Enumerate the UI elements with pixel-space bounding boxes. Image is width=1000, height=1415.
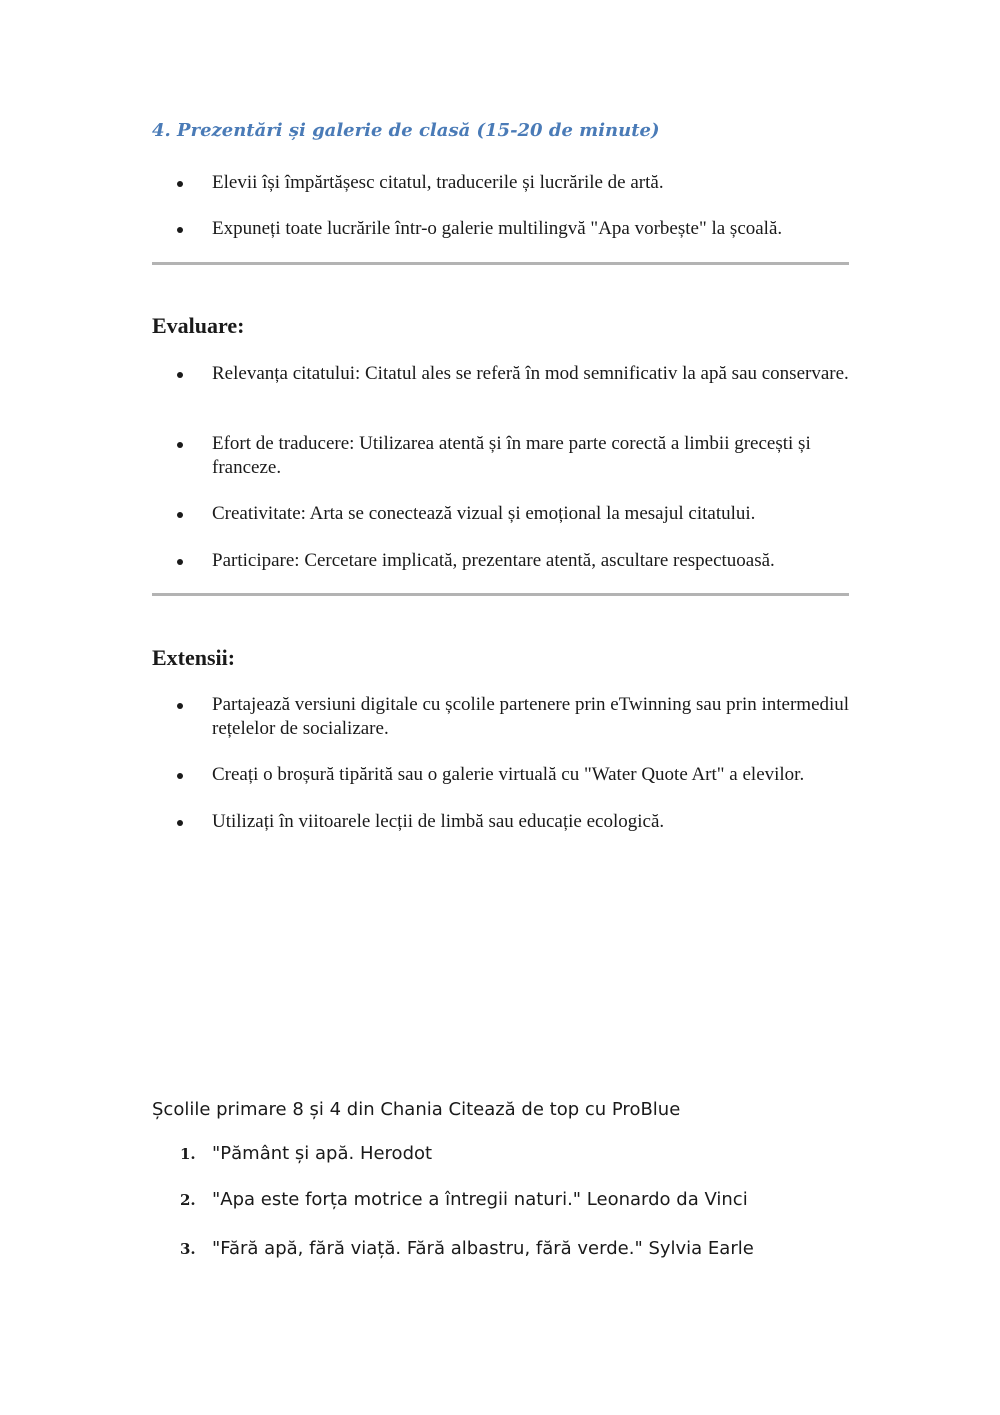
quotes-title: Școlile primare 8 și 4 din Chania Citează de top cu ProBlue: [152, 1099, 681, 1120]
list-item: 2. "Apa este forța motrice a întregii naturi." Leonardo da Vinci: [180, 1189, 748, 1210]
section-4-heading: 4. Prezentări și galerie de clasă (15-20 de minute): [152, 120, 660, 141]
divider: [152, 262, 849, 265]
divider: [152, 593, 849, 596]
extensions-heading: Extensii:: [152, 645, 236, 670]
bullet-icon: [177, 227, 183, 233]
list-item: Utilizați în viitoarele lecții de limbă sau educație ecologică.: [152, 810, 852, 834]
list-item: Relevanța citatului: Citatul ales se referă în mod semnificativ la apă sau conservare.: [152, 362, 852, 386]
list-item: 3. "Fără apă, fără viață. Fără albastru, fără verde." Sylvia Earle: [180, 1238, 754, 1259]
list-item: Partajează versiuni digitale cu școlile partenere prin eTwinning sau prin intermediul rețelelor de socializare.: [152, 693, 852, 741]
list-item: Expuneți toate lucrările într-o galerie multilingvă "Apa vorbește" la școală.: [152, 217, 852, 241]
bullet-icon: [177, 773, 183, 779]
bullet-icon: [177, 442, 183, 448]
bullet-icon: [177, 559, 183, 565]
bullet-icon: [177, 820, 183, 826]
list-number: 1.: [180, 1145, 196, 1163]
list-item: 1. "Pământ și apă. Herodot: [180, 1143, 433, 1164]
list-number: 2.: [180, 1191, 196, 1209]
bullet-icon: [177, 372, 183, 378]
list-number: 3.: [180, 1240, 196, 1258]
list-item: Creativitate: Arta se conectează vizual și emoțional la mesajul citatului.: [152, 502, 852, 526]
bullet-icon: [177, 703, 183, 709]
list-item: Participare: Cercetare implicată, prezentare atentă, ascultare respectuoasă.: [152, 549, 852, 573]
list-item: Elevii își împărtășesc citatul, traducerile și lucrările de artă.: [152, 171, 852, 195]
list-item: Efort de traducere: Utilizarea atentă și în mare parte corectă a limbii grecești și franceze.: [152, 432, 852, 480]
bullet-icon: [177, 512, 183, 518]
evaluation-heading: Evaluare:: [152, 313, 245, 338]
list-item: Creați o broșură tipărită sau o galerie virtuală cu "Water Quote Art" a elevilor.: [152, 763, 852, 787]
bullet-icon: [177, 181, 183, 187]
